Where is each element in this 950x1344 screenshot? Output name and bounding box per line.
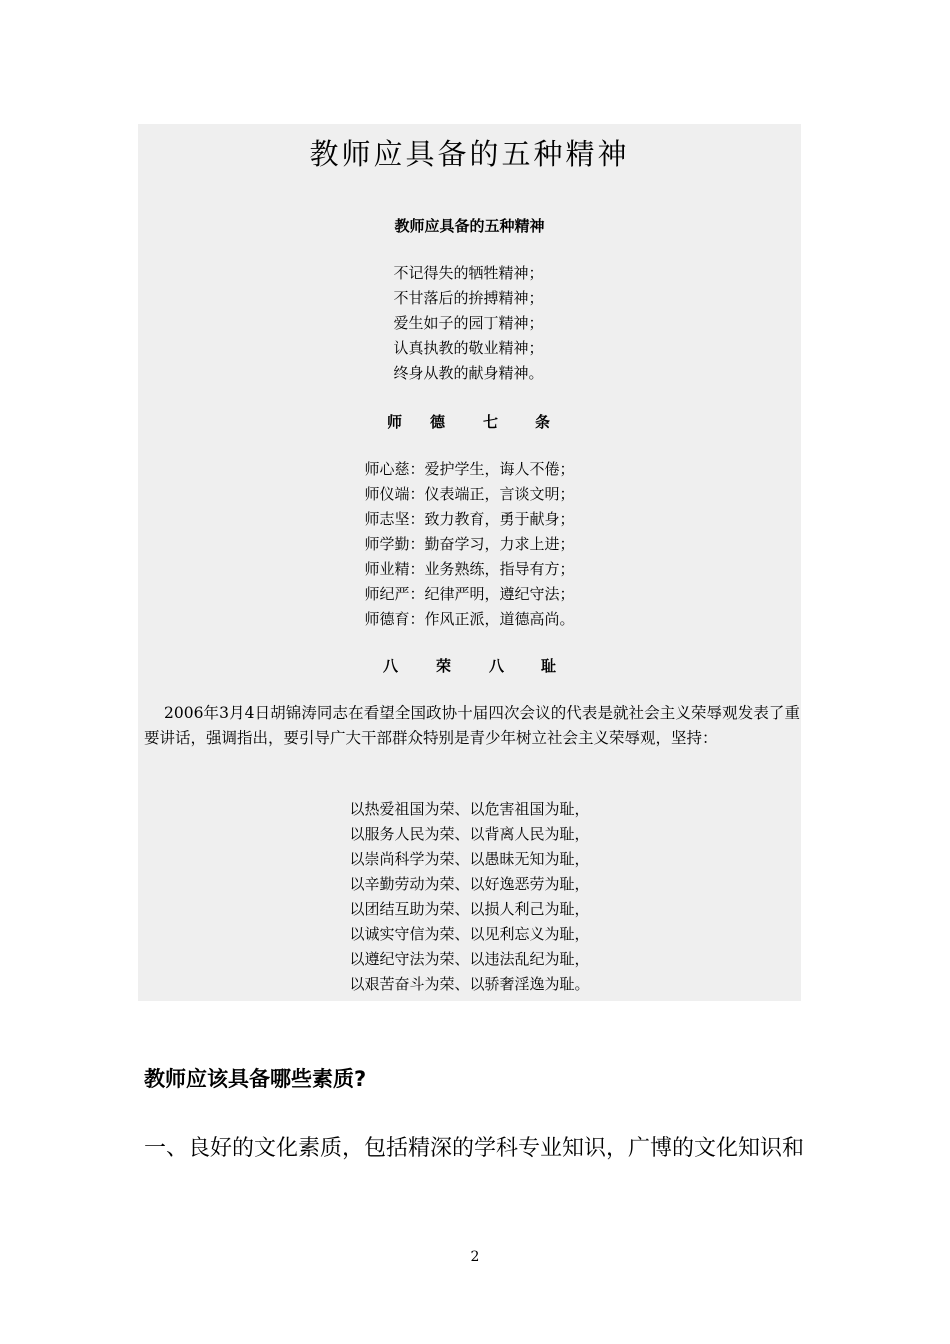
spirit-item: 终身从教的献身精神。: [393, 364, 544, 382]
honor-heading-char: 八: [383, 657, 399, 675]
honor-item: 以团结互助为荣、以损人利己为耻，: [349, 900, 590, 918]
ethics-item: 师志坚：致力教育，勇于献身；: [364, 510, 575, 528]
page-number: 2: [470, 1249, 480, 1265]
sub-title: 教师应具备的五种精神: [394, 217, 545, 235]
spirit-item: 认真执教的敬业精神；: [393, 339, 544, 357]
ethics-item: 师纪严：纪律严明，遵纪守法；: [364, 585, 575, 603]
ethics-list: [138, 457, 801, 632]
honor-item: 以服务人民为荣、以背离人民为耻，: [349, 825, 590, 843]
honor-item: 以遵纪守法为荣、以违法乱纪为耻，: [349, 950, 590, 968]
spirit-item: 不甘落后的拚搏精神；: [393, 289, 544, 307]
quality-line: 一、良好的文化素质，包括精深的学科专业知识，广博的文化知识和: [144, 1136, 805, 1161]
ethics-heading-char: 德: [430, 413, 446, 431]
honor-heading-char: 荣: [436, 657, 452, 675]
ethics-heading-char: 条: [535, 413, 551, 431]
ethics-item: 师仪端：仪表端正，言谈文明；: [364, 485, 575, 503]
ethics-heading-char: 师: [387, 413, 403, 431]
spirit-item: 爱生如子的园丁精神；: [393, 314, 544, 332]
ethics-item: 师德育：作风正派，道德高尚。: [364, 610, 575, 628]
honor-heading-char: 耻: [541, 657, 557, 675]
honor-heading-char: 八: [489, 657, 505, 675]
ethics-item: 师学勤：勤奋学习，力求上进；: [364, 535, 575, 553]
ethics-item: 师业精：业务熟练，指导有方；: [364, 560, 575, 578]
honor-list: [138, 797, 801, 997]
spirit-list: [138, 261, 801, 386]
honor-item: 以崇尚科学为荣、以愚昧无知为耻，: [349, 850, 590, 868]
intro-paragraph: 2006年3月4日胡锦涛同志在看望全国政协十届四次会议的代表是就社会主义荣辱观发表了重要讲话，强调指出，要引导广大干部群众特别是青少年树立社会主义荣辱观，坚持：: [144, 704, 800, 747]
spirit-item: 不记得失的牺牲精神；: [393, 264, 544, 282]
main-title: 教师应具备的五种精神: [309, 137, 630, 171]
ethics-heading-char: 七: [483, 413, 499, 431]
honor-item: 以辛勤劳动为荣、以好逸恶劳为耻，: [349, 875, 590, 893]
ethics-item: 师心慈：爱护学生，诲人不倦；: [364, 460, 575, 478]
question-heading: 教师应该具备哪些素质?: [144, 1067, 367, 1091]
honor-item: 以热爱祖国为荣、以危害祖国为耻，: [349, 800, 590, 818]
honor-item: 以诚实守信为荣、以见利忘义为耻，: [349, 925, 590, 943]
honor-item: 以艰苦奋斗为荣、以骄奢淫逸为耻。: [349, 975, 590, 993]
